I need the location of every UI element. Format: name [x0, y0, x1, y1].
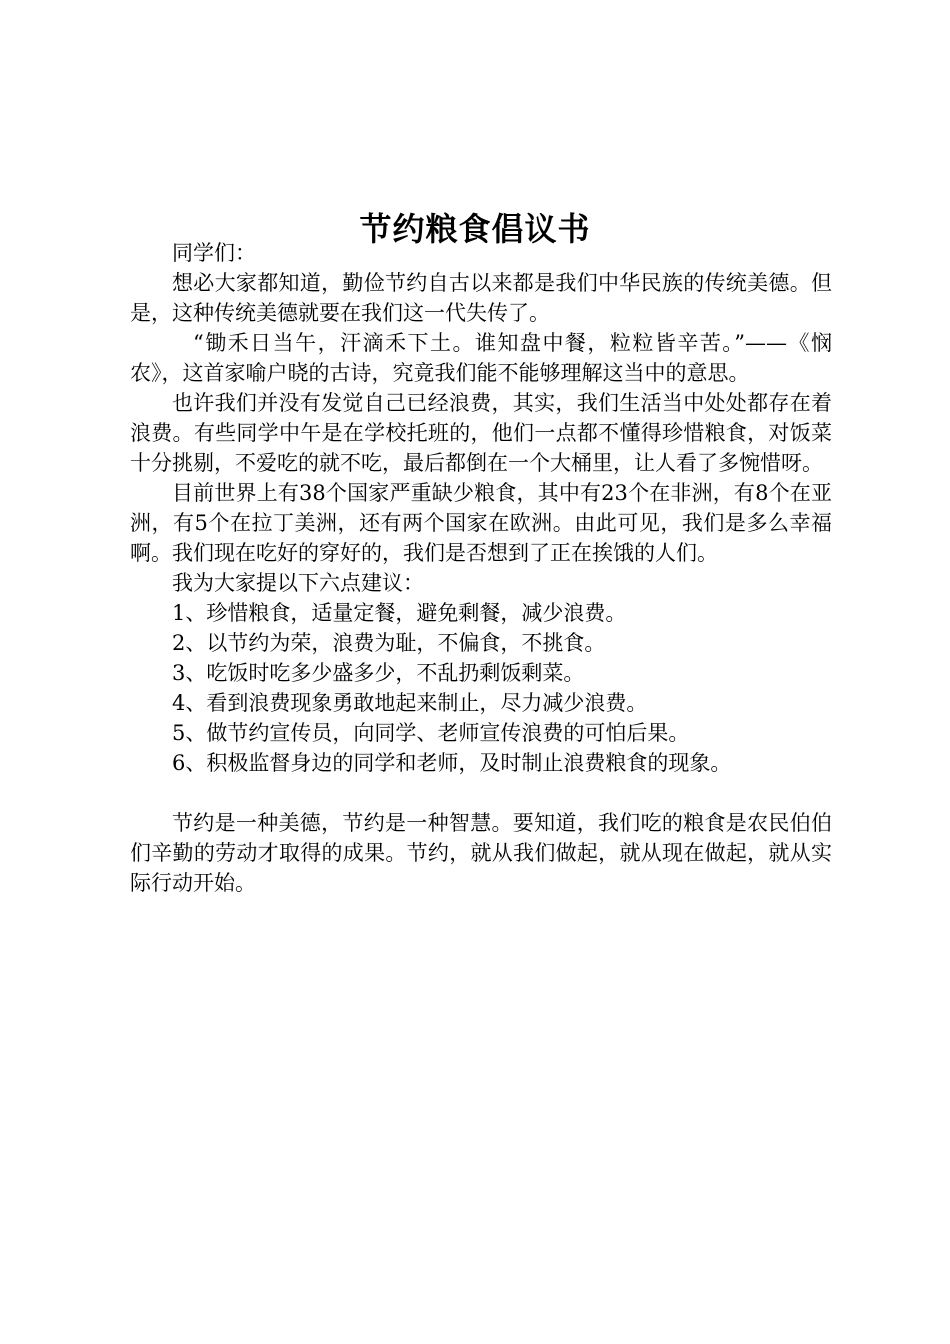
paragraph-waste: 也许我们并没有发觉自己已经浪费，其实，我们生活当中处处都存在着浪费。有些同学中午是在学校托班的，他们一点都不懂得珍惜粮食，对饭菜十分挑剔，不爱吃的就不吃，最后都倒在一个大桶里，让人看了多惋惜呀。: [130, 391, 832, 475]
paragraph-world-hunger: 目前世界上有38个国家严重缺少粮食，其中有23个在非洲，有8个在亚洲，有5个在拉丁美洲，还有两个国家在欧洲。由此可见，我们是多么幸福啊。我们现在吃好的穿好的，我们是否想到了正在挨饿的人们。: [130, 481, 832, 565]
suggestion-item: 3、吃饭时吃多少盛多少，不乱扔剩饭剩菜。: [172, 661, 585, 685]
paragraph-poem: “锄禾日当午，汗滴禾下土。谁知盘中餐，粒粒皆辛苦。”——《悯农》，这首家喻户晓的古诗，究竟我们能不能够理解这当中的意思。: [130, 331, 832, 385]
suggestion-item: 4、看到浪费现象勇敢地起来制止，尽力减少浪费。: [172, 691, 648, 715]
suggestion-item: 2、以节约为荣，浪费为耻，不偏食，不挑食。: [172, 631, 606, 655]
paragraph-intro: 想必大家都知道，勤俭节约自古以来都是我们中华民族的传统美德。但是，这种传统美德就要在我们这一代失传了。: [130, 271, 832, 325]
paragraph-spacer: [130, 778, 832, 808]
closing-paragraph: 节约是一种美德，节约是一种智慧。要知道，我们吃的粮食是农民伯伯们辛勤的劳动才取得的成果。节约，就从我们做起，就从现在做起，就从实际行动开始。: [130, 811, 832, 895]
suggestions-intro: 我为大家提以下六点建议：: [172, 571, 424, 595]
salutation: 同学们：: [172, 241, 256, 265]
suggestion-item: 5、做节约宣传员，向同学、老师宣传浪费的可怕后果。: [172, 721, 690, 745]
suggestion-item: 6、积极监督身边的同学和老师，及时制止浪费粮食的现象。: [172, 751, 732, 775]
document-title: 节约粮食倡议书: [359, 210, 591, 249]
suggestion-item: 1、珍惜粮食，适量定餐，避免剩餐，减少浪费。: [172, 601, 627, 625]
document-body: [130, 238, 832, 898]
